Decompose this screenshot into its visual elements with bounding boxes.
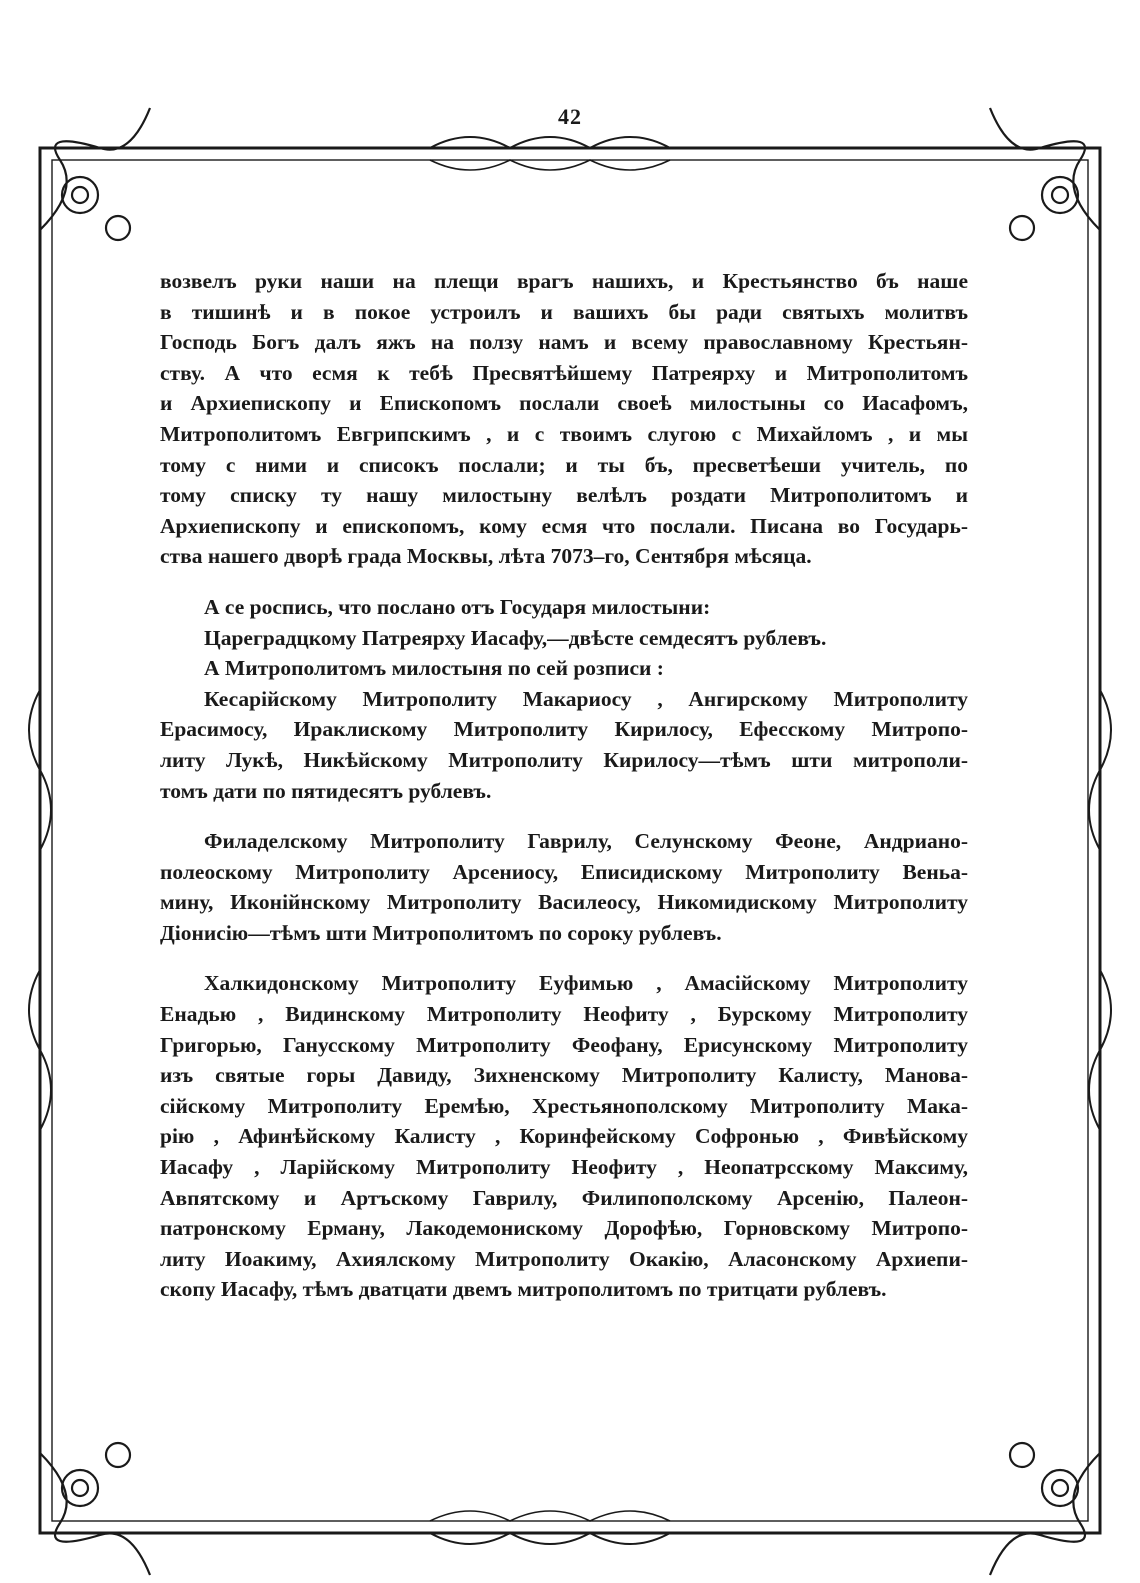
text-line: Авпятскому и Артъскому Гаврилу, Филипополскому Арсенію, Палеон-: [160, 1185, 968, 1210]
text-line: литу Иоакиму, Ахиялскому Митрополиту Окакію, Аласонскому Архиепи-: [160, 1246, 968, 1271]
text-line: мину, Иконійнскому Митрополиту Василеосу, Никомидискому Митрополиту: [160, 890, 968, 915]
text-line: патронскому Ерману, Лакодемонискому Дорофѣю, Горновскому Митропо-: [160, 1216, 968, 1241]
text-line: Иасафу , Ларійскому Митрополиту Неофиту , Неопатрсскому Максиму,: [160, 1155, 968, 1180]
text-line: скопу Иасафу, тѣмъ дватцати двемъ митрополитомъ по тритцати рублевъ.: [160, 1277, 887, 1302]
text-line: ства нашего дворѣ града Москвы, лѣта 7073–го, Сентября мѣсяца.: [160, 544, 812, 569]
group-thirty-paragraph: [160, 968, 968, 1305]
page-number: 42: [558, 104, 582, 129]
text-line: рію , Афинѣйскому Калисту , Коринфейскому Софронью , Фивѣйскому: [160, 1124, 968, 1149]
text-line: Халкидонскому Митрополиту Еуфимью , Амасійскому Митрополиту: [204, 971, 968, 996]
text-line: изъ святые горы Давиду, Зихненскому Митрополиту Калисту, Манова-: [160, 1063, 968, 1088]
group-fifty-paragraph: [160, 684, 968, 806]
text-line: Ерасимосу, Ираклискому Митрополиту Кирилосу, Ефесскому Митропо-: [160, 717, 968, 742]
list-intro: А се роспись, что послано отъ Государя милостыни:: [204, 594, 711, 619]
continuation-paragraph: [160, 266, 968, 572]
text-line: Діонисію—тѣмъ шти Митрополитомъ по сороку рублевъ.: [160, 920, 722, 945]
metropolitans-intro: А Митрополитомъ милостыня по сей розписи :: [204, 656, 664, 681]
patriarch-line: Цареградцкому Патреярху Иасафу,—двѣсте семдесятъ рублевъ.: [204, 625, 827, 650]
text-line: Архиепископу и епископомъ, кому есмя что послали. Писана во Государь-: [160, 513, 968, 538]
text-line: литу Лукѣ, Никѣйскому Митрополиту Кирилосу—тѣмъ шти митрополи-: [160, 747, 968, 772]
text-line: Кесарійскому Митрополиту Макариосу , Ангирскому Митрополиту: [204, 686, 968, 711]
text-line: ству. А что есмя к тебѣ Пресвятѣйшему Патреярху и Митрополитомъ: [160, 360, 968, 385]
text-line: тому с ними и списокъ послали; и ты бъ, пресветѣеши учитель, по: [160, 452, 968, 477]
text-line: томъ дати по пятидесятъ рублевъ.: [160, 778, 492, 803]
text-line: тому списку ту нашу милостыну велѣлъ роздати Митрополитомъ и: [160, 483, 968, 508]
text-line: и Архиепископу и Епископомъ послали своеѣ милостыны со Иасафомъ,: [160, 391, 968, 416]
text-line: Филаделскому Митрополиту Гаврилу, Селунскому Феоне, Андриано-: [204, 829, 968, 854]
text-line: возвелъ руки наши на плещи врагъ нашихъ, и Крестьянство бъ наше: [160, 269, 968, 293]
main-text: [160, 266, 968, 1325]
text-line: в тишинѣ и в покое устроилъ и вашихъ бы ради святыхъ молитвъ: [160, 299, 968, 324]
text-line: Григорью, Ганусскому Митрополиту Феофану, Ерисунскому Митрополиту: [160, 1032, 968, 1057]
text-line: Енадью , Видинскому Митрополиту Неофиту , Бурскому Митрополиту: [160, 1002, 968, 1027]
group-forty-paragraph: [160, 826, 968, 948]
text-line: Господь Богъ далъ яжъ на ползу намъ и всему православному Крестьян-: [160, 330, 968, 355]
text-line: Митрополитомъ Евгрипскимъ , и с твоимъ слугою с Михайломъ , и мы: [160, 421, 968, 446]
text-line: сійскому Митрополиту Еремѣю, Хрестьянополскому Митрополиту Мака-: [160, 1093, 968, 1118]
text-line: полеоскому Митрополиту Арсениосу, Еписидискому Митрополиту Веньа-: [160, 859, 968, 884]
